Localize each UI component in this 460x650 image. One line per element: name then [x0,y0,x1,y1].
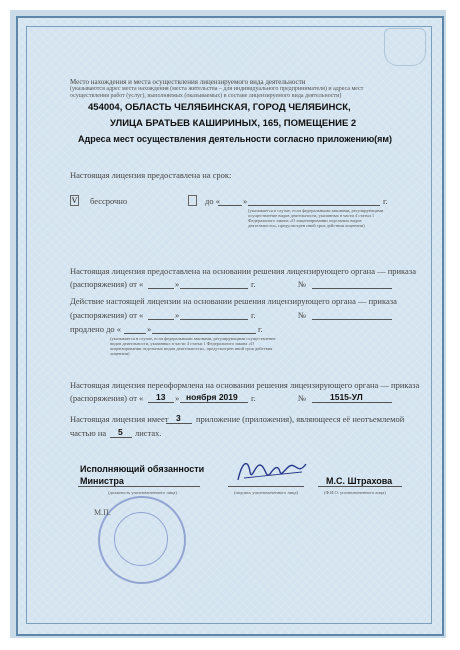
basis-line-1: Настоящая лицензия предоставлена на основании решения лицензирующего органа — приказа [70,266,416,276]
reissue-mid: » [175,393,180,403]
extended-note: (указывается в случае, если федеральными законами, регулирующими осуществление видов деятельности, указанных в части 4 статьи 1 Федерального закона «О лицензировании отдельных видов деятельности», предусмотрен иной срок действия лицензии) [110,336,276,356]
term-until-mid: » [243,196,248,206]
basis-no-label: № [298,279,307,289]
reissue-day: 13 [156,392,166,402]
signer-name: М.С. Штрахова [326,476,393,486]
extended-date-line [152,333,256,334]
term-until-day-line [218,205,242,206]
location-intro: Место нахождения и места осуществления лицензируемого вида деятельности [70,78,306,86]
annex-count-line [166,423,192,424]
extension-mid: » [175,310,180,320]
term-indefinite-checkbox[interactable]: V [71,196,78,205]
reissue-number-line [312,402,392,403]
reissue-year-suffix: г. [251,393,256,403]
signer-title-line [78,486,200,487]
coat-of-arms-watermark-icon [384,28,426,66]
parts-count-line [110,437,132,438]
stamp-label: М.П. [94,508,111,517]
signer-title-line-1: Исполняющий обязанности [80,464,205,474]
signer-title-line-2: Министра [80,476,124,486]
extension-prefix: (распоряжения) от « [70,310,144,320]
extended-day-line [124,333,146,334]
reissue-month: ноября 2019 [186,392,238,402]
extension-year: г. [251,310,256,320]
extension-day-line [148,319,174,320]
annex-prefix: Настоящая лицензия имеет [70,414,169,424]
extended-year: г. [258,324,263,334]
basis-month-line [180,288,248,289]
signature-line [228,486,304,487]
basis-year: г. [251,279,256,289]
parts-count: 5 [118,427,123,437]
reissue-number: 1515-УЛ [330,392,363,402]
reissue-day-line [148,402,174,403]
handwritten-signature [232,452,312,488]
parts-prefix: частью на [70,428,107,438]
reissue-line-1: Настоящая лицензия переоформлена на основании решения лицензирующего органа — приказа [70,380,420,390]
basis-day-line [148,288,174,289]
extension-month-line [180,319,248,320]
signer-name-line [318,486,402,487]
address-line-2: УЛИЦА БРАТЬЕВ КАШИРИНЫХ, 165, ПОМЕЩЕНИЕ 2 [110,118,357,129]
annex-count: 3 [176,413,181,423]
term-indefinite-label: бессрочно [90,196,128,206]
address-line-1: 454004, ОБЛАСТЬ ЧЕЛЯБИНСКАЯ, ГОРОД ЧЕЛЯБИНСК, [88,102,351,113]
official-seal-inner [114,512,168,566]
location-intro-note: (указываются адрес места нахождения (места жительства – для индивидуального предпринимателя) и адреса мест осуществления работ (услуг), выполняемых (оказываемых) в составе лицензируемого вида деятельности) [70,86,364,99]
reissue-month-line [180,402,248,403]
basis-prefix: (распоряжения) от « [70,279,144,289]
address-line-3: Адреса мест осуществления деятельности согласно приложению(ям) [78,134,393,144]
reissue-prefix: (распоряжения) от « [70,393,144,403]
term-label: Настоящая лицензия предоставлена на срок: [70,170,232,180]
parts-suffix: листах. [135,428,162,438]
extension-no-label: № [298,310,307,320]
extension-number-line [312,319,392,320]
term-note: (указывается в случае, если федеральными законами, регулирующими осуществление видов деятельности, указанных в части 4 статьи 1 Федерального закона «О лицензировании отдельных видов деятельности», предусмотрен иной срок действия лицензии) [248,208,384,228]
extended-mid: » [147,324,152,334]
reissue-no-label: № [298,393,307,403]
signature-note: (подпись уполномоченного лица) [234,490,298,495]
term-until-checkbox[interactable] [188,195,197,206]
extended-prefix: продлено до « [70,324,122,334]
extension-line-1: Действие настоящей лицензии на основании решения лицензирующего органа — приказа [70,296,397,306]
signer-name-note: (Ф.И.О. уполномоченного лица) [324,490,386,495]
basis-mid: » [175,279,180,289]
term-until-date-line [248,205,380,206]
annex-suffix: приложение (приложения), являющееся её неотъемлемой [196,414,405,424]
term-until-suffix: г. [383,196,388,206]
signer-title-note: (должность уполномоченного лица) [108,490,177,495]
term-until-prefix: до « [205,196,220,206]
basis-number-line [312,288,392,289]
